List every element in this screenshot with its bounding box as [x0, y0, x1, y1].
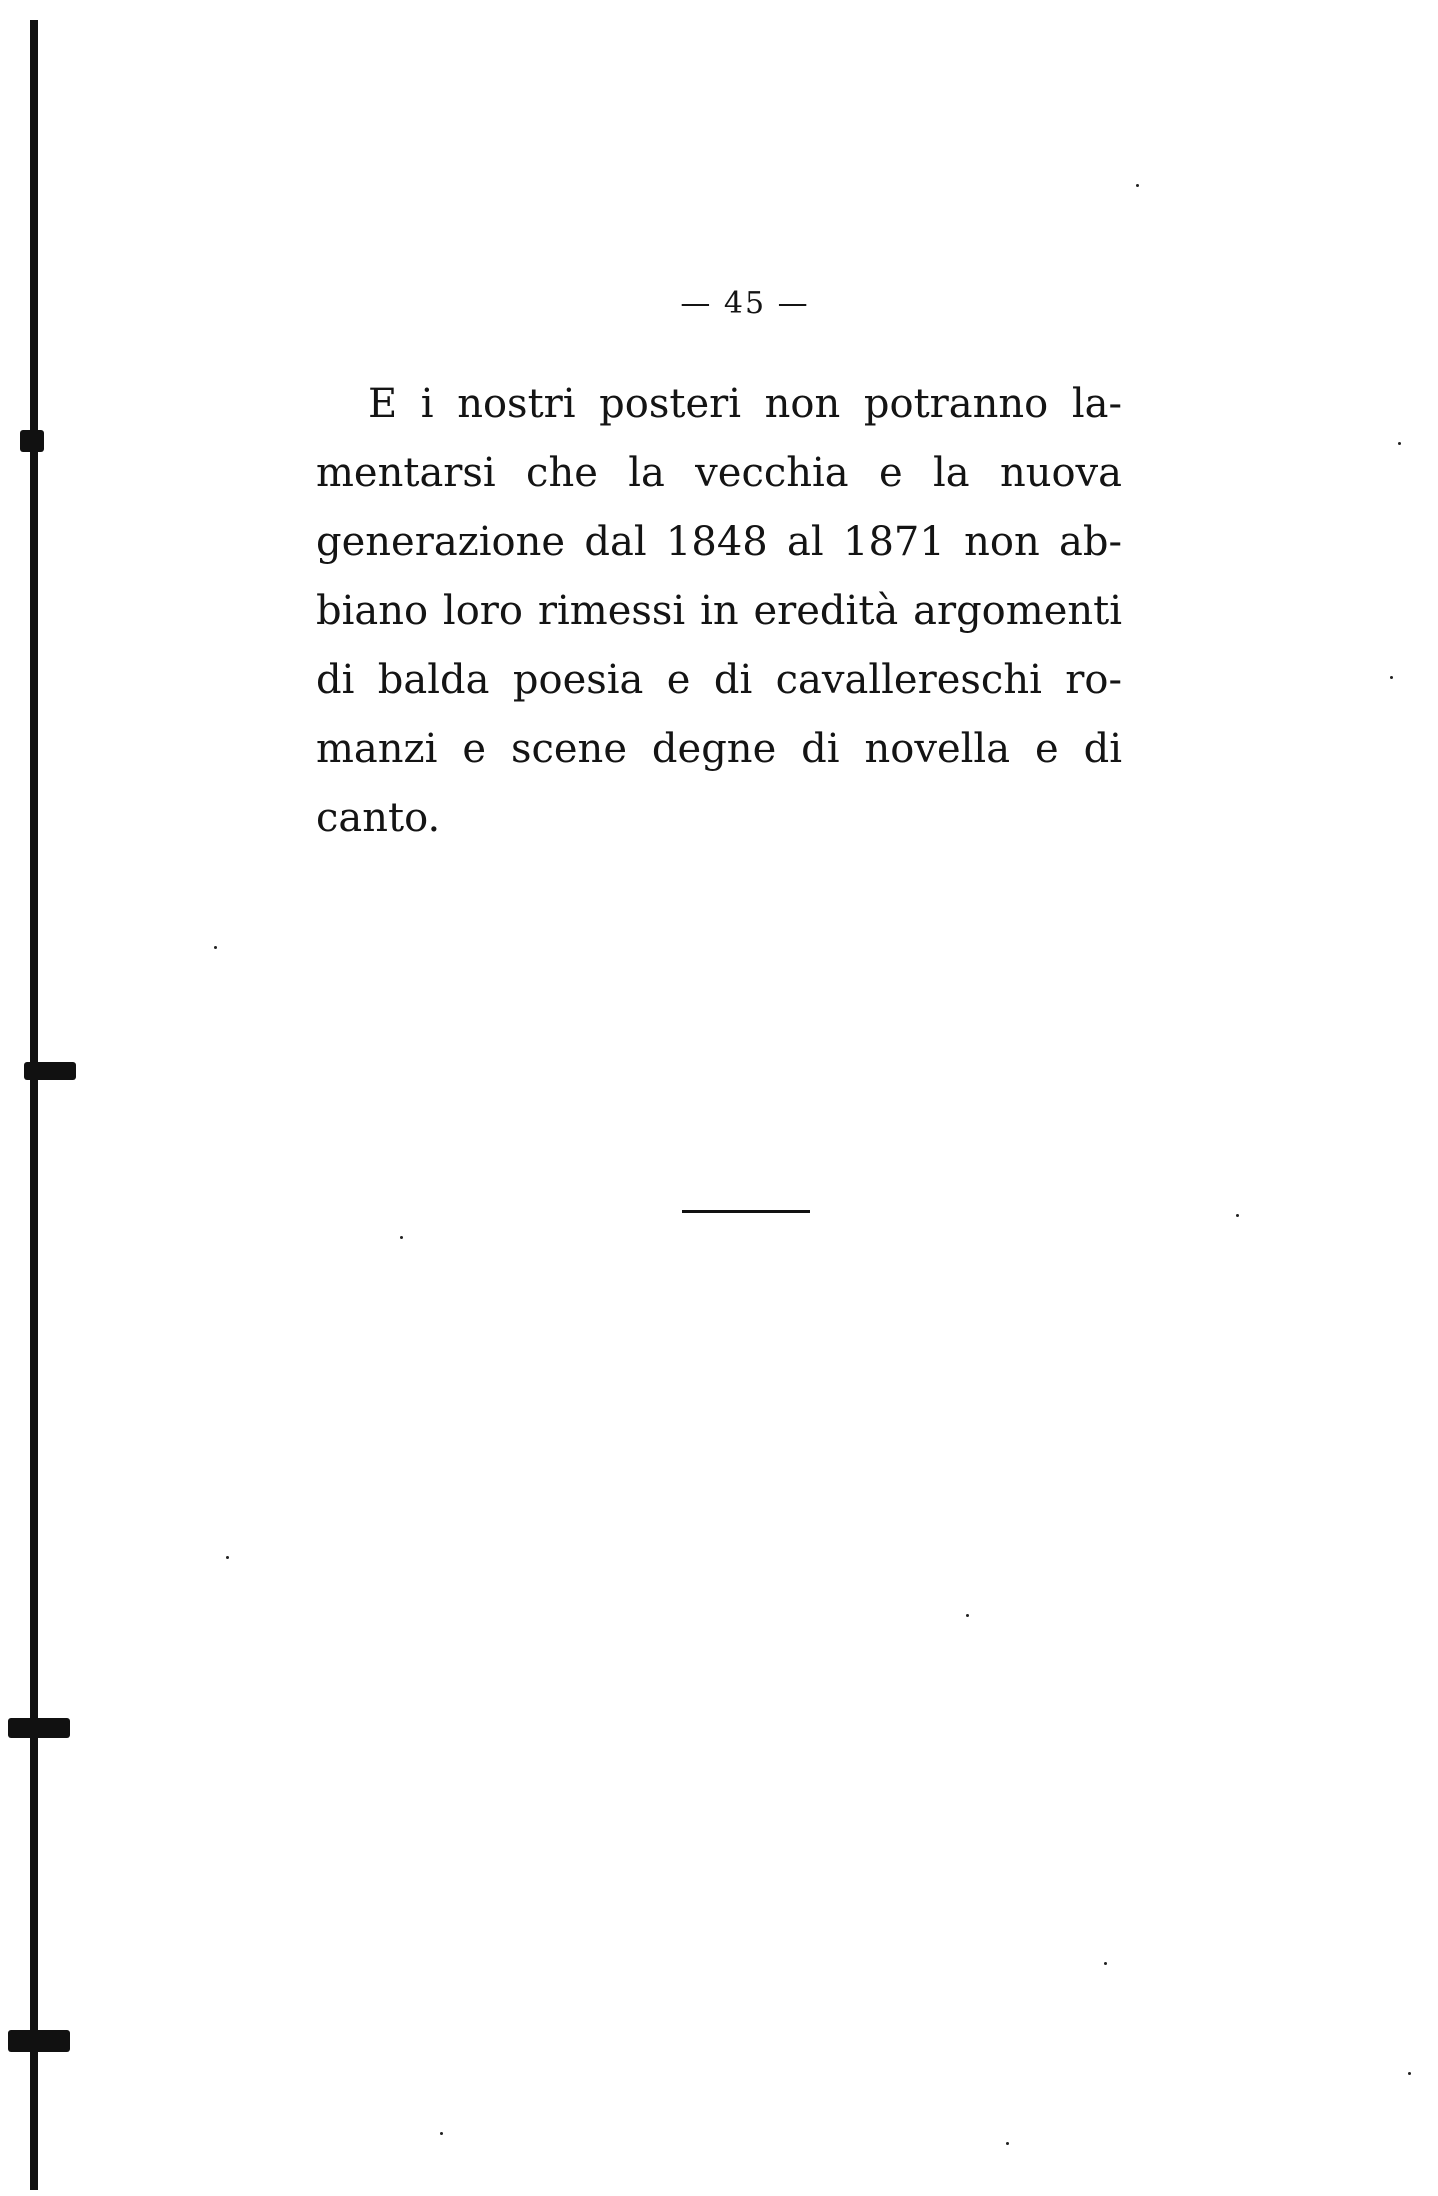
- paragraph-line: generazione dal 1848 al 1871 non ab-: [316, 519, 1122, 565]
- page-number: — 45 —: [680, 286, 810, 321]
- scan-speck: [214, 946, 217, 949]
- scan-speck: [1006, 2142, 1009, 2145]
- binding-mark: [8, 2030, 70, 2052]
- scan-speck: [1398, 442, 1401, 445]
- scan-speck: [1136, 184, 1139, 187]
- scan-speck: [1390, 676, 1393, 679]
- binding-mark: [8, 1718, 70, 1738]
- scan-speck: [1104, 1962, 1107, 1965]
- paragraph-line: E i nostri posteri non potranno la-: [368, 381, 1122, 427]
- scan-speck: [440, 2132, 443, 2135]
- binding-mark: [20, 430, 44, 452]
- scan-speck: [1236, 1214, 1239, 1217]
- binding-edge: [30, 20, 38, 2190]
- scan-speck: [1408, 2072, 1411, 2075]
- paragraph-line: di balda poesia e di cavallereschi ro-: [316, 657, 1122, 703]
- paragraph-line: mentarsi che la vecchia e la nuova: [316, 450, 1122, 496]
- paragraph-line: manzi e scene degne di novella e di: [316, 726, 1122, 772]
- paragraph-line: canto.: [316, 795, 441, 841]
- paragraph-line: biano loro rimessi in eredità argomenti: [316, 588, 1122, 634]
- end-rule: [682, 1210, 810, 1213]
- scan-speck: [400, 1236, 403, 1239]
- binding-mark: [24, 1062, 76, 1080]
- paragraph: [316, 370, 1122, 853]
- scan-speck: [966, 1614, 969, 1617]
- scan-speck: [226, 1556, 229, 1559]
